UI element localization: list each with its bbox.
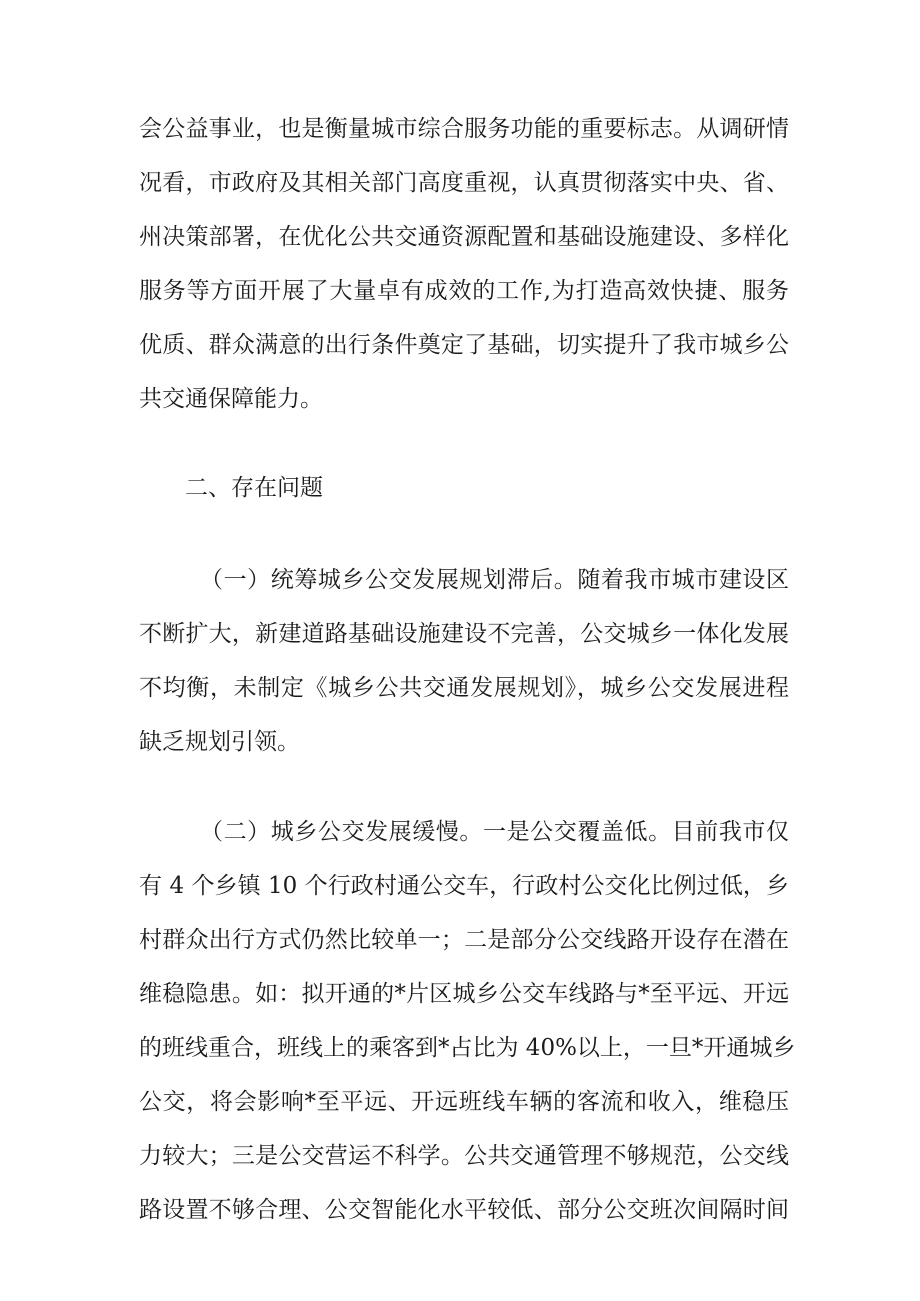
paragraph-1-line-3: 州决策部署，在优化公共交通资源配置和基础设施建设、多样化: [139, 224, 789, 250]
paragraph-3-line-4: 维稳隐患。如：拟开通的*片区城乡公交车线路与*至平远、开远: [139, 981, 789, 1007]
section-heading: 二、存在问题: [185, 475, 323, 501]
paragraph-2-line-2: 不断扩大，新建道路基础设施建设不完善，公交城乡一体化发展: [139, 621, 789, 647]
paragraph-3-line-7: 力较大；三是公交营运不科学。公共交通管理不够规范，公交线: [139, 1143, 789, 1169]
paragraph-2-line-1: （一）统筹城乡公交发展规划滞后。随着我市城市建设区: [200, 567, 789, 593]
paragraph-1-line-5: 优质、群众满意的出行条件奠定了基础，切实提升了我市城乡公: [139, 332, 789, 358]
paragraph-1-line-6: 共交通保障能力。: [139, 386, 323, 412]
paragraph-3-line-1: （二）城乡公交发展缓慢。一是公交覆盖低。目前我市仅: [200, 819, 789, 845]
paragraph-2-line-3: 不均衡，未制定《城乡公共交通发展规划》，城乡公交发展进程: [139, 675, 789, 701]
paragraph-1-line-1: 会公益事业，也是衡量城市综合服务功能的重要标志。从调研情: [139, 116, 789, 142]
paragraph-3-line-6: 公交，将会影响*至平远、开远班线车辆的客流和收入，维稳压: [139, 1089, 789, 1115]
paragraph-3-line-8: 路设置不够合理、公交智能化水平较低、部分公交班次间隔时间: [139, 1197, 789, 1223]
paragraph-3-line-3: 村群众出行方式仍然比较单一；二是部分公交线路开设存在潜在: [139, 927, 789, 953]
paragraph-2-line-4: 缺乏规划引领。: [139, 729, 300, 755]
paragraph-1-line-2: 况看，市政府及其相关部门高度重视，认真贯彻落实中央、省、: [139, 170, 789, 196]
paragraph-3-line-2: 有 4 个乡镇 10 个行政村通公交车，行政村公交化比例过低，乡: [139, 873, 789, 899]
paragraph-1-line-4: 服务等方面开展了大量卓有成效的工作,为打造高效快捷、服务: [139, 278, 789, 304]
paragraph-3-line-5: 的班线重合，班线上的乘客到*占比为 40%以上，一旦*开通城乡: [139, 1035, 796, 1061]
